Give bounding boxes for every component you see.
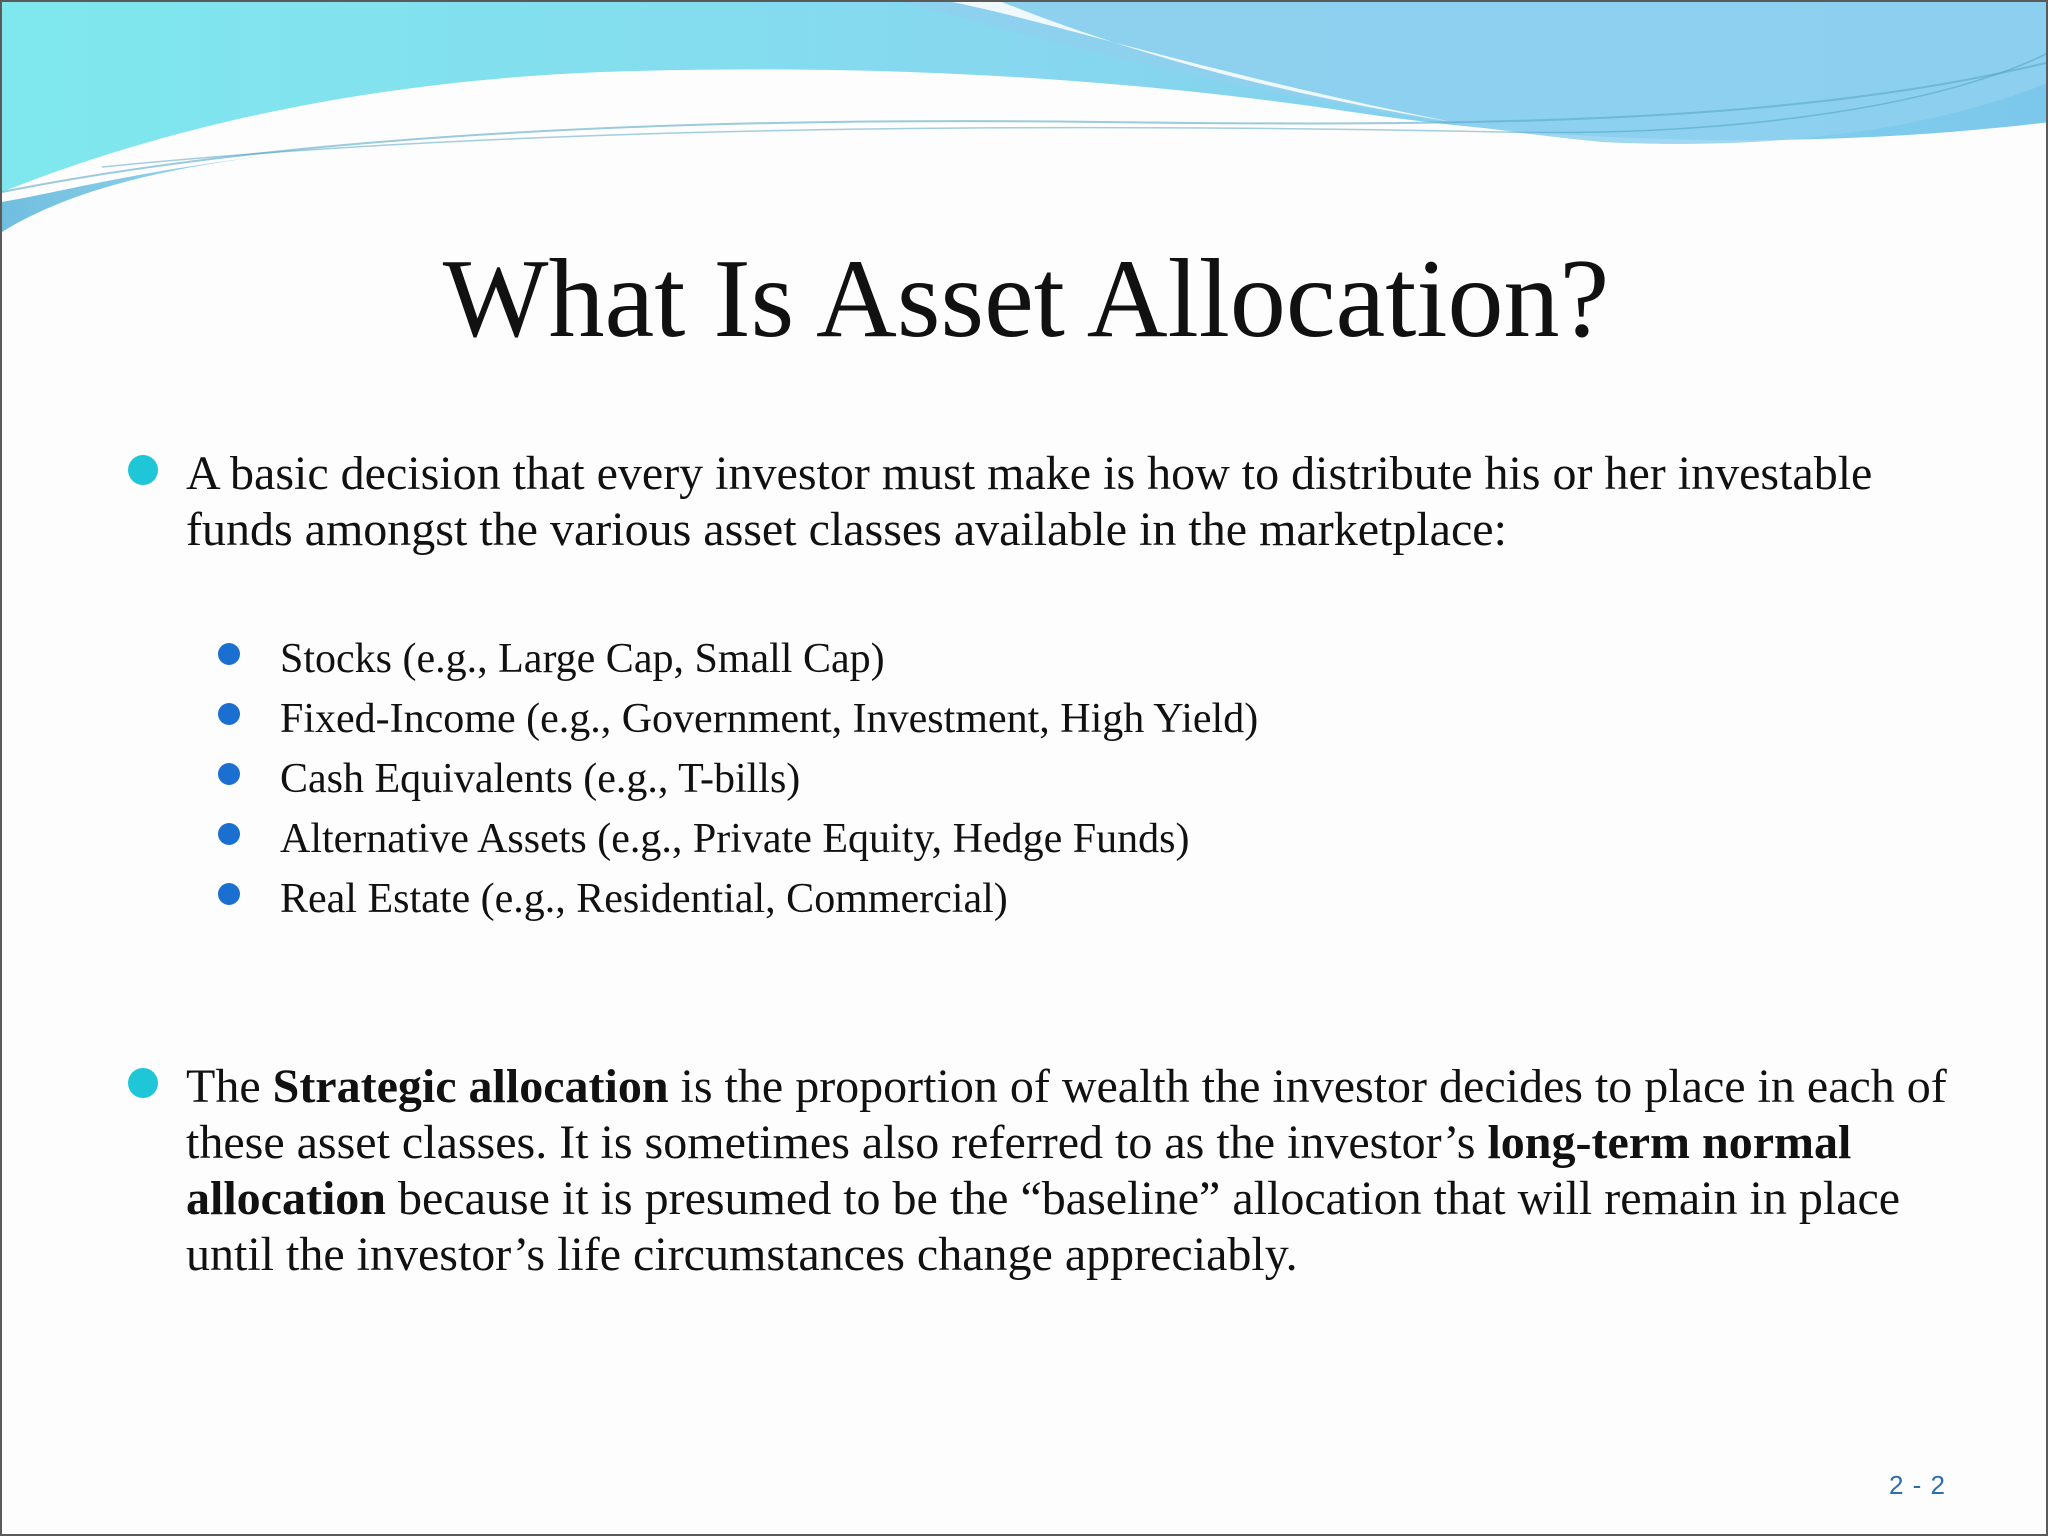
bullet-dot-icon (128, 455, 158, 485)
sub-bullet-dot-icon (218, 763, 240, 785)
text-segment: is the proportion of wealth the investor decides to place in each of these asset classes. It is sometimes also referred to as the investor’s (186, 1060, 1947, 1169)
sub-bullet-dot-icon (218, 883, 240, 905)
intro-bullet-text: A basic decision that every investor must make is how to distribute his or her investable funds amongst the various asset classes available in the marketplace: (186, 447, 1873, 556)
text-segment: The (186, 1060, 273, 1113)
list-item: Real Estate (e.g., Residential, Commercial) (280, 876, 1008, 922)
header-wave-decoration (2, 2, 2048, 242)
bold-term-long-term-normal-allocation: long-term normal allocation (186, 1116, 1852, 1225)
sub-bullet-dot-icon (218, 703, 240, 725)
list-item: Cash Equivalents (e.g., T-bills) (280, 756, 801, 802)
list-item: Fixed-Income (e.g., Government, Investment, High Yield) (280, 696, 1259, 742)
slide-title: What Is Asset Allocation? (442, 237, 1610, 361)
bold-term-strategic-allocation: Strategic allocation (272, 1060, 669, 1113)
text-segment: because it is presumed to be the “baseline” allocation that will remain in place until the investor’s life circumstances change appreciably. (186, 1172, 1901, 1281)
bullet-dot-icon (128, 1068, 158, 1098)
strategic-bullet-text (186, 1059, 1976, 1283)
sub-bullet-dot-icon (218, 643, 240, 665)
list-item: Stocks (e.g., Large Cap, Small Cap) (280, 636, 885, 682)
sub-bullet-dot-icon (218, 823, 240, 845)
slide-page-number: 2 - 2 (1888, 1470, 1946, 1500)
list-item: Alternative Assets (e.g., Private Equity, Hedge Funds) (280, 816, 1190, 862)
